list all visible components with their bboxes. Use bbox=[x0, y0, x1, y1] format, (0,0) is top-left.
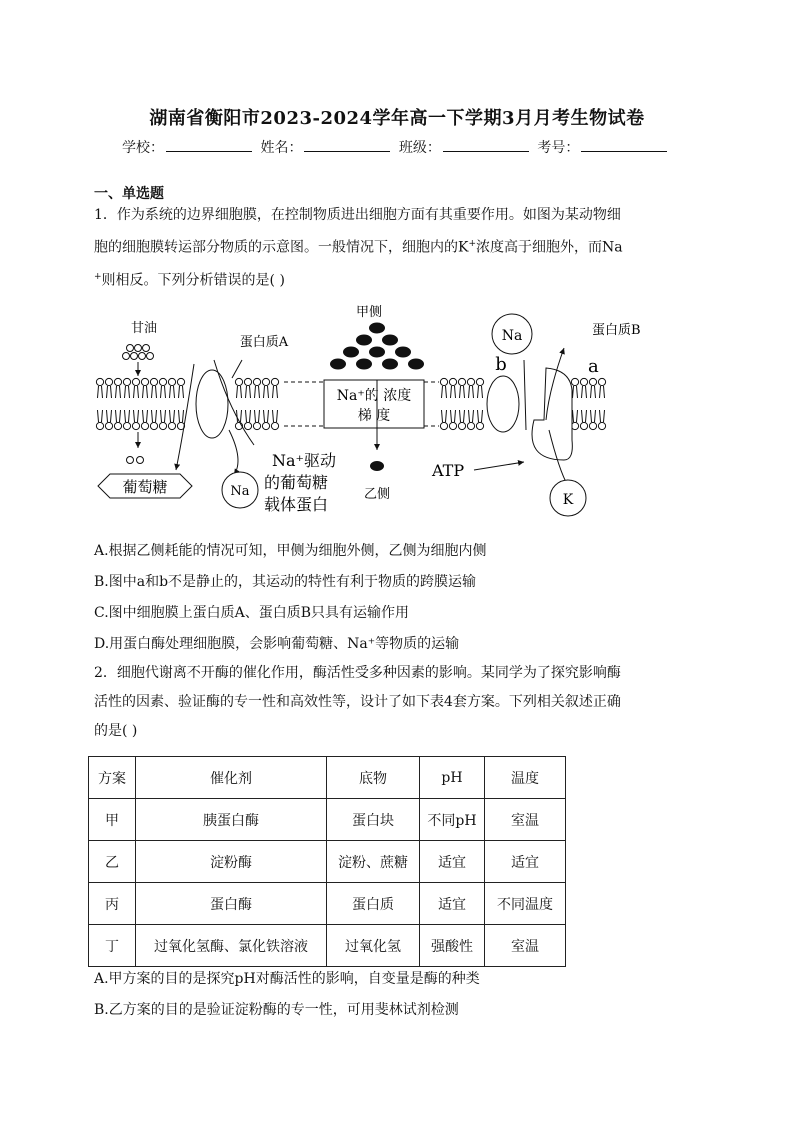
protein-b-channel bbox=[487, 376, 519, 432]
lipid-head bbox=[271, 422, 278, 429]
glycerol-molecule bbox=[127, 345, 134, 352]
table-row bbox=[89, 799, 566, 841]
q1-stem-line2b: 浓度高于细胞外，而Na bbox=[476, 239, 623, 256]
lipid-tail bbox=[152, 410, 157, 422]
lipid-tail bbox=[591, 386, 596, 398]
lipid-tail bbox=[573, 410, 578, 422]
table-cell: 乙 bbox=[89, 841, 136, 883]
protein-a-label: 蛋白质A bbox=[239, 335, 289, 350]
lipid-tail bbox=[273, 386, 278, 398]
na-particle bbox=[382, 335, 398, 346]
table-header: 底物 bbox=[327, 757, 420, 799]
lipid-tail bbox=[179, 410, 184, 422]
table-cell: 蛋白块 bbox=[327, 799, 420, 841]
protein-a bbox=[196, 370, 228, 438]
lipid-head bbox=[440, 378, 447, 385]
school-label: 学校： bbox=[122, 140, 164, 156]
na-particle bbox=[395, 347, 411, 358]
na-particle bbox=[356, 335, 372, 346]
table-cell: 适宜 bbox=[485, 841, 566, 883]
na-particle bbox=[408, 359, 424, 370]
lipid-head bbox=[440, 422, 447, 429]
table-row bbox=[89, 925, 566, 967]
q1-option-b: B.图中a和b不是静止的，其运动的特性有利于物质的跨膜运输 bbox=[94, 574, 477, 590]
lipid-head bbox=[114, 378, 121, 385]
lipid-head bbox=[589, 378, 596, 385]
table-cell: 不同pH bbox=[420, 799, 485, 841]
glycerol-molecules-top bbox=[123, 345, 154, 360]
carrier-label-3: 载体蛋白 bbox=[264, 495, 329, 514]
student-info-line bbox=[122, 137, 671, 157]
table-cell: 适宜 bbox=[420, 883, 485, 925]
lipid-head bbox=[467, 422, 474, 429]
lipid-tail bbox=[237, 386, 242, 398]
lipid-head bbox=[105, 422, 112, 429]
q1-stem bbox=[94, 201, 702, 295]
na-particle bbox=[369, 323, 385, 334]
glucose-label: 葡萄糖 bbox=[122, 478, 168, 496]
na-particle bbox=[356, 359, 372, 370]
glycerol-molecule bbox=[131, 353, 138, 360]
glycerol-molecule bbox=[139, 353, 146, 360]
atp-label: ATP bbox=[432, 461, 465, 480]
section-heading: 一、单选题 bbox=[94, 186, 164, 202]
number-label: 考号： bbox=[537, 140, 580, 156]
table-cell: 淀粉酶 bbox=[136, 841, 327, 883]
lipid-head bbox=[467, 378, 474, 385]
lipid-head bbox=[589, 422, 596, 429]
q1-option-a: A.根据乙侧耗能的情况可知，甲侧为细胞外侧，乙侧为细胞内侧 bbox=[94, 543, 487, 559]
lipid-tail bbox=[469, 386, 474, 398]
name-blank bbox=[304, 139, 390, 152]
table-cell: 过氧化氢酶、氯化铁溶液 bbox=[136, 925, 327, 967]
lipid-tail bbox=[255, 386, 260, 398]
na-particle bbox=[382, 359, 398, 370]
q2-stem bbox=[94, 659, 702, 746]
q1-option-c: C.图中细胞膜上蛋白质A、蛋白质B只具有运输作用 bbox=[94, 605, 410, 621]
lipid-head bbox=[449, 422, 456, 429]
lipid-tail bbox=[161, 386, 166, 398]
lipid-tail bbox=[478, 386, 483, 398]
lipid-tail bbox=[255, 410, 260, 422]
glycerol-label: 甘油 bbox=[130, 321, 158, 336]
lipid-tail bbox=[98, 386, 103, 398]
table-row bbox=[89, 841, 566, 883]
lipid-tail bbox=[460, 410, 465, 422]
lipid-tail bbox=[264, 386, 269, 398]
lipid-head bbox=[262, 422, 269, 429]
lipid-head bbox=[476, 422, 483, 429]
table-cell: 蛋白酶 bbox=[136, 883, 327, 925]
lipid-tail bbox=[152, 386, 157, 398]
lipid-tail bbox=[98, 410, 103, 422]
jia-side-label: 甲侧 bbox=[355, 305, 383, 320]
lipid-tail bbox=[246, 410, 251, 422]
lipid-head bbox=[271, 378, 278, 385]
q2-option-a: A.甲方案的目的是探究pH对酶活性的影响，自变量是酶的种类 bbox=[94, 971, 480, 987]
lipid-head bbox=[123, 422, 130, 429]
table-row bbox=[89, 883, 566, 925]
page-title: 湖南省衡阳市2023-2024学年高一下学期3月月考生物试卷 bbox=[149, 108, 645, 129]
carrier-label-2: 的葡萄糖 bbox=[264, 473, 329, 492]
table-cell: 不同温度 bbox=[485, 883, 566, 925]
glycerol-molecule bbox=[135, 345, 142, 352]
lipid-head bbox=[159, 378, 166, 385]
yi-side-label: 乙侧 bbox=[363, 487, 391, 502]
lipid-tail bbox=[125, 410, 130, 422]
lipid-head bbox=[458, 378, 465, 385]
lipid-tail bbox=[600, 386, 605, 398]
lipid-head bbox=[150, 378, 157, 385]
table-cell: 室温 bbox=[485, 799, 566, 841]
lipid-tail bbox=[246, 386, 251, 398]
gradient-label-2: 梯 度 bbox=[357, 408, 391, 424]
protein-b-pump bbox=[532, 368, 572, 460]
lipid-head bbox=[253, 422, 260, 429]
table-cell: 丁 bbox=[89, 925, 136, 967]
lipid-tail bbox=[451, 410, 456, 422]
lipid-tail bbox=[107, 386, 112, 398]
na-particle bbox=[369, 347, 385, 358]
membrane-transport-diagram bbox=[94, 300, 641, 530]
table-cell: 室温 bbox=[485, 925, 566, 967]
plus-sup: + bbox=[468, 239, 477, 249]
lipid-head bbox=[96, 378, 103, 385]
name-label: 姓名： bbox=[260, 140, 303, 156]
lipid-tail bbox=[478, 410, 483, 422]
lipid-head bbox=[96, 422, 103, 429]
lipid-head bbox=[476, 378, 483, 385]
lipid-tail bbox=[143, 386, 148, 398]
table-header: 催化剂 bbox=[136, 757, 327, 799]
protein-b-label: 蛋白质B bbox=[592, 323, 641, 338]
table-header: 温度 bbox=[485, 757, 566, 799]
q1-stem-line1: 1．作为系统的边界细胞膜，在控制物质进出细胞方面有其重要作用。如图为某动物细 bbox=[94, 207, 621, 223]
lipid-head bbox=[168, 422, 175, 429]
table-cell: 胰蛋白酶 bbox=[136, 799, 327, 841]
carrier-label-1: Na⁺驱动 bbox=[272, 451, 336, 470]
lipid-head bbox=[598, 378, 605, 385]
number-blank bbox=[581, 139, 667, 152]
q1-stem-line2a: 胞的细胞膜转运部分物质的示意图。一般情况下，细胞内的K bbox=[94, 239, 469, 256]
lipid-tail bbox=[170, 386, 175, 398]
lipid-head bbox=[132, 378, 139, 385]
k-label: K bbox=[562, 492, 574, 508]
na-particle bbox=[330, 359, 346, 370]
label-b: b bbox=[495, 354, 507, 375]
lipid-head bbox=[244, 422, 251, 429]
table-cell: 淀粉、蔗糖 bbox=[327, 841, 420, 883]
plus-sup: + bbox=[94, 271, 102, 282]
na-label-right: Na bbox=[501, 328, 523, 344]
lipid-tail bbox=[600, 410, 605, 422]
lipid-tail bbox=[116, 386, 121, 398]
lipid-tail bbox=[451, 386, 456, 398]
q2-stem-line2: 活性的因素、验证酶的专一性和高效性等，设计了如下表4套方案。下列相关叙述正确 bbox=[94, 694, 621, 710]
q2-stem-line1: 2．细胞代谢离不开酶的催化作用，酶活性受多种因素的影响。某同学为了探究影响酶 bbox=[94, 665, 621, 681]
lipid-tail bbox=[264, 410, 269, 422]
lipid-head bbox=[598, 422, 605, 429]
lipid-head bbox=[150, 422, 157, 429]
lipid-tail bbox=[582, 386, 587, 398]
lipid-head bbox=[580, 422, 587, 429]
table-header: pH bbox=[420, 757, 485, 799]
lipid-tail bbox=[134, 386, 139, 398]
lipid-tail bbox=[442, 410, 447, 422]
lipid-head bbox=[123, 378, 130, 385]
table-header: 方案 bbox=[89, 757, 136, 799]
lipid-head bbox=[580, 378, 587, 385]
label-a: a bbox=[588, 356, 599, 377]
bilayer-right bbox=[440, 378, 605, 429]
lipid-tail bbox=[469, 410, 474, 422]
lipid-head bbox=[235, 378, 242, 385]
na-particle-single bbox=[370, 461, 384, 471]
table-cell: 甲 bbox=[89, 799, 136, 841]
glycerol-molecule bbox=[143, 345, 150, 352]
class-blank bbox=[443, 139, 529, 152]
lipid-tail bbox=[582, 410, 587, 422]
q2-option-b: B.乙方案的目的是验证淀粉酶的专一性，可用斐林试剂检测 bbox=[94, 1002, 459, 1018]
gradient-label-1: Na⁺的 浓度 bbox=[336, 388, 412, 404]
table-header-row bbox=[89, 757, 566, 799]
lipid-head bbox=[105, 378, 112, 385]
lipid-tail bbox=[134, 410, 139, 422]
lipid-head bbox=[449, 378, 456, 385]
class-label: 班级： bbox=[398, 140, 441, 156]
lipid-head bbox=[571, 378, 578, 385]
table-cell: 丙 bbox=[89, 883, 136, 925]
lipid-head bbox=[253, 378, 260, 385]
table-cell: 强酸性 bbox=[420, 925, 485, 967]
q1-stem-line2 bbox=[94, 230, 702, 263]
q2-stem-line3: 的是( ) bbox=[94, 723, 138, 739]
lipid-head bbox=[168, 378, 175, 385]
q1-stem-line3-text: 则相反。下列分析错误的是( ) bbox=[101, 272, 285, 289]
lipid-head bbox=[114, 422, 121, 429]
lipid-tail bbox=[460, 386, 465, 398]
lipid-tail bbox=[161, 410, 166, 422]
table-cell: 蛋白质 bbox=[327, 883, 420, 925]
lipid-tail bbox=[179, 386, 184, 398]
lipid-head bbox=[262, 378, 269, 385]
q2-table bbox=[88, 756, 566, 967]
na-particle bbox=[343, 347, 359, 358]
lipid-head bbox=[244, 378, 251, 385]
lipid-head bbox=[141, 378, 148, 385]
lipid-tail bbox=[107, 410, 112, 422]
lipid-tail bbox=[573, 386, 578, 398]
q1-stem-line3 bbox=[94, 263, 702, 296]
table-cell: 适宜 bbox=[420, 841, 485, 883]
lipid-head bbox=[177, 378, 184, 385]
table-cell: 过氧化氢 bbox=[327, 925, 420, 967]
lipid-head bbox=[141, 422, 148, 429]
school-blank bbox=[166, 139, 252, 152]
lipid-head bbox=[159, 422, 166, 429]
lipid-tail bbox=[273, 410, 278, 422]
lipid-head bbox=[132, 422, 139, 429]
lipid-tail bbox=[116, 410, 121, 422]
lipid-head bbox=[458, 422, 465, 429]
glycerol-molecule bbox=[123, 353, 130, 360]
q1-option-d: D.用蛋白酶处理细胞膜，会影响葡萄糖、Na⁺等物质的运输 bbox=[94, 636, 460, 652]
lipid-tail bbox=[125, 386, 130, 398]
glycerol-molecule bbox=[147, 353, 154, 360]
lipid-tail bbox=[591, 410, 596, 422]
na-particle-pyramid bbox=[330, 323, 424, 370]
lipid-tail bbox=[143, 410, 148, 422]
lipid-tail bbox=[442, 386, 447, 398]
lipid-tail bbox=[170, 410, 175, 422]
na-label-left: Na bbox=[230, 484, 250, 499]
